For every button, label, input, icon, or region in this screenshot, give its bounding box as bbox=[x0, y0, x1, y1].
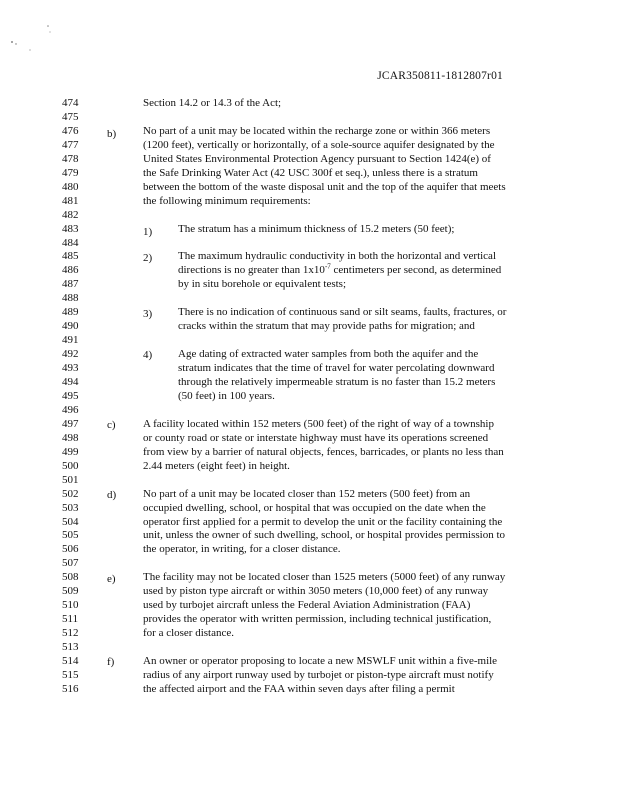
line-number: 485 bbox=[62, 250, 79, 263]
line-number: 486 bbox=[62, 264, 79, 277]
document-line: The maximum hydraulic conductivity in both the horizontal and vertical bbox=[178, 250, 496, 263]
line-number: 512 bbox=[62, 627, 79, 640]
line-number: 505 bbox=[62, 529, 79, 542]
line-number: 493 bbox=[62, 362, 79, 375]
document-line: cracks within the stratum that may provide paths for migration; and bbox=[178, 320, 475, 333]
document-line: United States Environmental Protection Agency pursuant to Section 1424(e) of bbox=[143, 152, 491, 165]
line-number: 479 bbox=[62, 166, 79, 179]
line-number: 478 bbox=[62, 152, 79, 165]
document-id: JCAR350811-1812807r01 bbox=[377, 70, 503, 82]
label-1: 1) bbox=[143, 226, 153, 238]
label-2: 2) bbox=[143, 252, 153, 264]
line-number: 515 bbox=[62, 668, 79, 681]
line-number: 490 bbox=[62, 320, 79, 333]
line-number: 492 bbox=[62, 348, 79, 361]
line-number: 507 bbox=[62, 557, 79, 570]
line-number: 506 bbox=[62, 543, 79, 556]
document-line: the following minimum requirements: bbox=[143, 194, 311, 207]
document-line: by in situ borehole or equivalent tests; bbox=[178, 278, 347, 291]
line-number: 497 bbox=[62, 417, 79, 430]
line-number: 487 bbox=[62, 278, 79, 291]
document-line: unit, unless the owner of such dwelling, school, or hospital provides permission to bbox=[143, 529, 506, 542]
document-line: the Safe Drinking Water Act (42 USC 300f et seq.), unless there is a stratum bbox=[143, 166, 478, 179]
document-line: used by turbojet aircraft unless the Federal Aviation Administration (FAA) bbox=[143, 599, 471, 612]
label-b: b) bbox=[107, 128, 117, 140]
line-number: 509 bbox=[62, 585, 79, 598]
line-text-part: directions is no greater than 1x10 bbox=[178, 264, 325, 277]
line-number: 513 bbox=[62, 641, 79, 654]
line-number: 482 bbox=[62, 208, 79, 221]
line-number: 480 bbox=[62, 180, 79, 193]
document-line: stratum indicates that the time of travel for water percolating downward bbox=[178, 362, 495, 375]
document-line: The stratum has a minimum thickness of 15.2 meters (50 feet); bbox=[178, 222, 455, 235]
line-number: 495 bbox=[62, 389, 79, 402]
line-number: 502 bbox=[62, 487, 79, 500]
line-number: 477 bbox=[62, 138, 79, 151]
line-number: 511 bbox=[62, 613, 79, 626]
document-line: An owner or operator proposing to locate a new MSWLF unit within a five-mile bbox=[143, 655, 498, 667]
line-number: 496 bbox=[62, 403, 79, 416]
document-line: from view by a barrier of natural objects, fences, barricades, or plants no less than bbox=[143, 445, 504, 458]
document-line: operator first applied for a permit to develop the unit or the facility containing the bbox=[143, 515, 503, 528]
line-number: 476 bbox=[62, 124, 79, 137]
line-number: 489 bbox=[62, 306, 79, 319]
document-line: provides the operator with written permission, including technical justification, bbox=[143, 613, 492, 626]
document-line: (50 feet) in 100 years. bbox=[178, 389, 275, 402]
label-3: 3) bbox=[143, 308, 153, 320]
document-line: Section 14.2 or 14.3 of the Act; bbox=[143, 97, 282, 109]
document-line: occupied dwelling, school, or hospital that was occupied on the date when the bbox=[143, 501, 486, 514]
document-line: the affected airport and the FAA within seven days after filing a permit bbox=[143, 682, 455, 695]
line-number: 504 bbox=[62, 515, 79, 528]
document-line: for a closer distance. bbox=[143, 627, 235, 640]
document-line: No part of a unit may be located within the recharge zone or within 366 meters bbox=[143, 124, 491, 137]
line-number: 481 bbox=[62, 194, 79, 207]
label-d: d) bbox=[107, 489, 117, 501]
document-line: 2.44 meters (eight feet) in height. bbox=[143, 459, 290, 472]
line-number: 483 bbox=[62, 222, 79, 235]
line-number: 474 bbox=[62, 97, 79, 109]
label-c: c) bbox=[107, 419, 116, 431]
document-line bbox=[178, 264, 501, 277]
line-number: 510 bbox=[62, 599, 79, 612]
document-line: radius of any airport runway used by turbojet or piston-type aircraft must notify bbox=[143, 668, 494, 681]
line-number: 491 bbox=[62, 334, 79, 347]
line-number: 514 bbox=[62, 655, 79, 667]
line-number: 500 bbox=[62, 459, 79, 472]
document-line: No part of a unit may be located closer than 152 meters (500 feet) from an bbox=[143, 487, 471, 500]
label-e: e) bbox=[107, 573, 116, 585]
document-line: There is no indication of continuous sand or silt seams, faults, fractures, or bbox=[178, 306, 507, 319]
label-f: f) bbox=[107, 656, 115, 668]
document-line: through the relatively impermeable stratum is no faster than 15.2 meters bbox=[178, 376, 496, 388]
line-number: 498 bbox=[62, 431, 79, 444]
line-number: 499 bbox=[62, 445, 79, 458]
line-number: 484 bbox=[62, 236, 79, 249]
line-number: 516 bbox=[62, 682, 79, 695]
document-line: A facility located within 152 meters (500 feet) of the right of way of a township bbox=[143, 417, 494, 430]
document-line: or county road or state or interstate highway must have its operations screened bbox=[143, 431, 489, 444]
line-text-part: centimeters per second, as determined bbox=[330, 264, 502, 277]
line-number: 503 bbox=[62, 501, 79, 514]
label-4: 4) bbox=[143, 349, 153, 361]
line-number: 488 bbox=[62, 292, 79, 305]
document-line: between the bottom of the waste disposal unit and the top of the aquifer that meets bbox=[143, 180, 506, 193]
document-line: (1200 feet), vertically or horizontally, of a sole-source aquifer designated by the bbox=[143, 138, 495, 151]
document-line: the operator, in writing, for a closer distance. bbox=[143, 543, 341, 556]
scan-specks bbox=[8, 20, 58, 60]
document-line: Age dating of extracted water samples from both the aquifer and the bbox=[178, 348, 479, 361]
document-line: The facility may not be located closer than 1525 meters (5000 feet) of any runway bbox=[143, 571, 506, 584]
exponent: -7 bbox=[324, 262, 331, 271]
line-number: 494 bbox=[62, 376, 79, 388]
line-number: 501 bbox=[62, 473, 79, 486]
line-number: 475 bbox=[62, 110, 79, 123]
line-number: 508 bbox=[62, 571, 79, 584]
document-line: used by piston type aircraft or within 3050 meters (10,000 feet) of any runway bbox=[143, 585, 489, 598]
